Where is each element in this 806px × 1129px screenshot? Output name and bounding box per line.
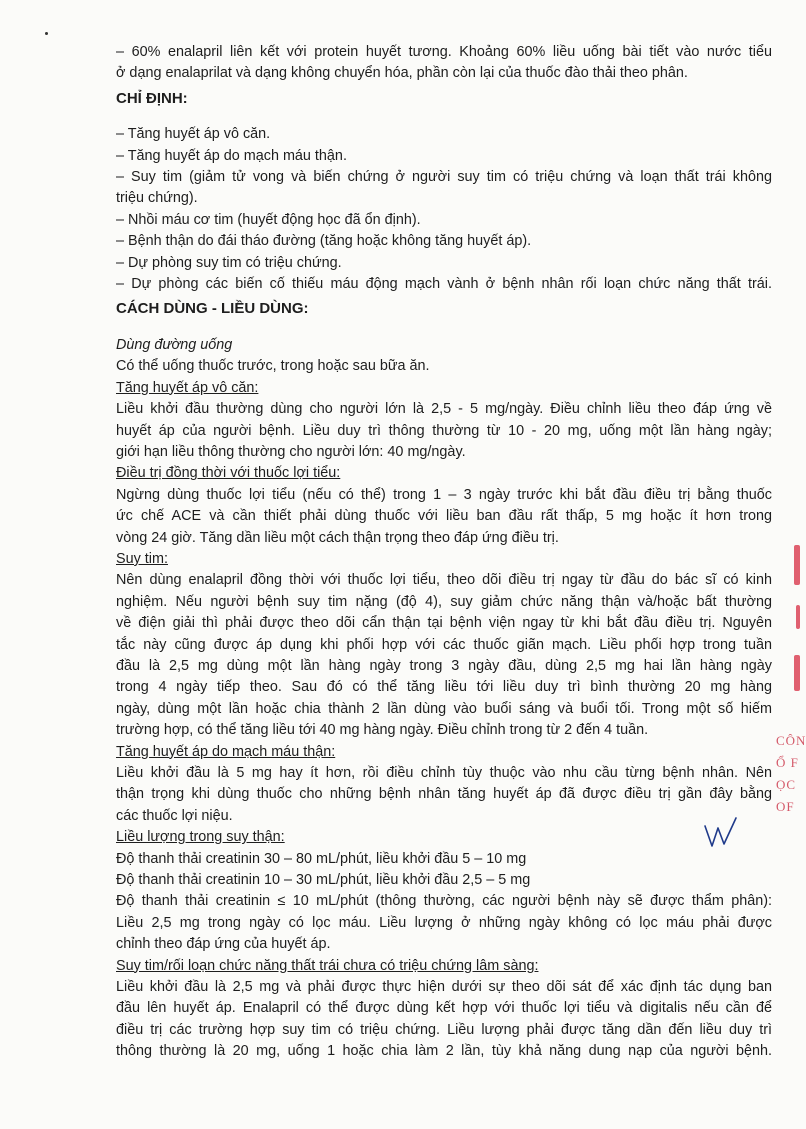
indication-item: – Bệnh thận do đái tháo đường (tăng hoặc không tăng huyết áp). [116, 233, 532, 250]
handwritten-initial-icon [702, 812, 742, 852]
intro-line: ở dạng enalaprilat và dạng không chuyển hóa, phần còn lại của thuốc đào thải theo phân. [116, 65, 688, 82]
stamp-text: CÔN [776, 733, 806, 748]
subsection-line: Ngừng dùng thuốc lợi tiểu (nếu có thể) trong 1 – 3 ngày trước khi bắt đầu điều trị bằng thuốc [116, 486, 772, 503]
indications-section [116, 88, 772, 296]
intro-line: – 60% enalapril liên kết với protein huyết tương. Khoảng 60% liều uống bài tiết vào nước tiểu [116, 44, 772, 60]
dosage-heading: CÁCH DÙNG - LIỀU DÙNG: [116, 300, 309, 318]
subsection-line: Độ thanh thải creatinin 10 – 30 mL/phút, liều khởi đầu 2,5 – 5 mg [116, 872, 531, 889]
subsection-line: Liều 2,5 mg trong ngày có lọc máu. Liều lượng ở những ngày không có lọc máu phải được [116, 914, 772, 931]
dosage-subsection-essential-hypertension [116, 378, 772, 464]
indication-item: triệu chứng). [116, 190, 198, 207]
indication-item: – Suy tim (giảm tử vong và biến chứng ở người suy tim có triệu chứng và loạn thất trái không [116, 169, 772, 186]
indication-item: – Dự phòng các biến cố thiếu máu động mạch vành ở bệnh nhân rối loạn chức năng thất trái. [116, 276, 772, 293]
subsection-line: Liều khởi đầu là 5 mg hay ít hơn, rồi điều chỉnh tùy thuộc vào nhu cầu từng bệnh nhân. Nên [116, 765, 772, 781]
indication-item: – Tăng huyết áp vô căn. [116, 126, 271, 143]
stamp-text: OF [776, 799, 795, 814]
subsection-line: huyết áp của người bệnh. Liều duy trì thông thường từ 10 - 20 mg, uống một lần hàng ngày; [116, 422, 772, 439]
indication-item: – Nhồi máu cơ tim (huyết động học đã ổn định). [116, 211, 421, 228]
subsection-line: ngày, dùng một lần hoặc chia thành 2 lần dùng vào buổi sáng và buổi tối. Trong một số hiếm [116, 700, 772, 717]
subsection-line: về điện giải thì phải được theo dõi cẩn thận tại bệnh viện ngay từ khi bắt đầu điều trị. Nguyên [116, 615, 772, 632]
dosage-subsection-lv-dysfunction [116, 956, 772, 1063]
subsection-line: nghiệm. Nếu người bệnh suy tim nặng (độ 4), suy giảm chức năng thận và/hoặc bất thường [116, 593, 772, 610]
subsection-line: vòng 24 giờ. Tăng dần liều một cách thận trọng theo đáp ứng điều trị. [116, 529, 559, 546]
stamp-text: ỌC [776, 777, 797, 792]
subsection-title: Điều trị đồng thời với thuốc lợi tiểu: [116, 465, 341, 482]
subsection-title: Tăng huyết áp vô căn: [116, 379, 259, 396]
dosage-subsection-heart-failure [116, 549, 772, 742]
dosage-subsection-diuretic [116, 463, 772, 549]
subsection-line: trường hợp, có thể tăng liều tới 40 mg hàng ngày. Điều chỉnh trong từ 2 đến 4 tuần. [116, 722, 649, 739]
route-label: Dùng đường uống [116, 336, 233, 353]
subsection-title: Suy tim: [116, 550, 168, 567]
stamp-text: Ổ F [776, 755, 799, 770]
indication-item: – Dự phòng suy tim có triệu chứng. [116, 254, 342, 271]
route-note: Có thể uống thuốc trước, trong hoặc sau bữa ăn. [116, 358, 430, 375]
subsection-line: Độ thanh thải creatinin ≤ 10 mL/phút (thông thường, các người bệnh này sẽ được thẩm phân): [116, 893, 772, 910]
subsection-line: chỉnh theo đáp ứng của huyết áp. [116, 936, 331, 953]
subsection-line: ức chế ACE và cần thiết phải dùng thuốc với liều ban đầu rất thấp, 5 mg hoặc ít hơn trong [116, 508, 772, 525]
subsection-line: Liều khởi đầu thường dùng cho người lớn là 2,5 - 5 mg/ngày. Điều chỉnh liều theo đáp ứng về [116, 401, 772, 418]
indications-heading: CHỈ ĐỊNH: [116, 89, 188, 107]
subsection-line: Liều khởi đầu là 2,5 mg và phải được thực hiện dưới sự theo dõi sát để xác định tác dụng ban [116, 979, 772, 996]
dosage-section [116, 298, 772, 1062]
subsection-line: điều trị các trường hợp suy tim có triệu chứng. Liều lượng phải được tăng dần đến liều duy trì [116, 1021, 772, 1038]
subsection-line: Độ thanh thải creatinin 30 – 80 mL/phút, liều khởi đầu 5 – 10 mg [116, 850, 527, 867]
subsection-line: Nên dùng enalapril đồng thời với thuốc lợi tiểu, theo dõi điều trị ngay từ đầu do bác sĩ có kinh [116, 572, 772, 589]
subsection-line: trong 4 ngày tiếp theo. Sau đó có thể tăng liều tới liều duy trì bình thường 20 mg hàng [116, 679, 772, 696]
subsection-title: Suy tim/rối loạn chức năng thất trái chưa có triệu chứng lâm sàng: [116, 957, 539, 974]
subsection-line: đầu là 2,5 mg dùng một lần hàng ngày trong 3 ngày đầu, dùng 2,5 mg hai lần hàng ngày [116, 657, 772, 674]
subsection-title: Liều lượng trong suy thận: [116, 829, 285, 846]
dosage-subsection-renal [116, 827, 772, 955]
subsection-line: các thuốc lợi niệu. [116, 807, 233, 824]
stamp-edge-marks [790, 545, 800, 695]
intro-block [116, 42, 772, 85]
indication-item: – Tăng huyết áp do mạch máu thận. [116, 147, 347, 164]
subsection-line: thận trọng khi dùng thuốc cho những bệnh nhân tăng huyết áp đã được điều trị gần đây bằng [116, 786, 772, 803]
document-page [116, 42, 772, 1063]
dosage-subsection-renovascular [116, 742, 772, 828]
subsection-line: giới hạn liều thông thường cho người lớn: 40 mg/ngày. [116, 443, 466, 460]
subsection-title: Tăng huyết áp do mạch máu thận: [116, 743, 336, 760]
scan-speck [45, 32, 48, 35]
subsection-line: thông thường là 20 mg, uống 1 hoặc chia làm 2 lần, tùy khả năng dung nạp của người bệnh. [116, 1043, 772, 1060]
subsection-line: đầu lên huyết áp. Enalapril có thể được dùng kết hợp với thuốc lợi tiểu và digitalis nếu cần để [116, 1000, 772, 1017]
stamp-fragment [772, 730, 806, 870]
subsection-line: tắc này cũng được áp dụng khi phối hợp với các thuốc giãn mạch. Liều phối hợp trong tuần [116, 636, 772, 653]
